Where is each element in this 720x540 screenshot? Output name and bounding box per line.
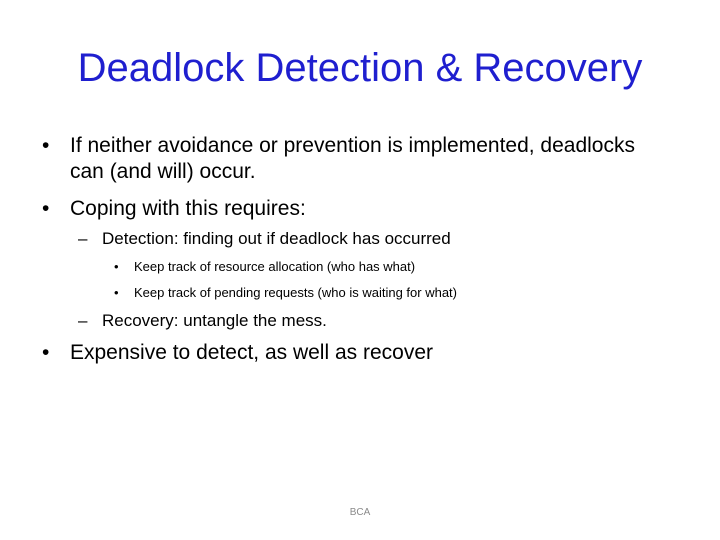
sub-sub-bullet-allocation [114,258,614,275]
sub-bullet-recovery [78,310,578,332]
sub-bullet-text-detection: Detection: finding out if deadlock has occurred [102,229,451,248]
bullet-item-1 [42,133,692,185]
bullet-marker: • [42,341,50,364]
sub-sub-bullet-text-allocation: Keep track of resource allocation (who has what) [134,259,416,274]
dash-marker: – [78,311,88,330]
bullet-marker: • [114,285,119,300]
bullet-marker: • [42,197,50,220]
sub-bullet-detection [78,228,578,250]
slide-footer: BCA [349,507,371,518]
bullet-item-2 [42,196,642,222]
bullet-text-1-line-2: can (and will) occur. [70,160,256,183]
sub-bullet-text-recovery: Recovery: untangle the mess. [102,311,327,330]
slide-title: Deadlock Detection & Recovery [77,46,643,90]
bullet-item-3 [42,340,642,366]
sub-sub-bullet-requests [114,284,614,301]
dash-marker: – [78,229,88,248]
bullet-text-2: Coping with this requires: [70,197,306,220]
bullet-text-3: Expensive to detect, as well as recover [70,341,434,364]
sub-sub-bullet-text-requests: Keep track of pending requests (who is waiting for what) [134,285,458,300]
bullet-marker: • [42,134,50,157]
bullet-marker: • [114,259,119,274]
bullet-text-1-line-1: If neither avoidance or prevention is implemented, deadlocks [70,134,635,157]
